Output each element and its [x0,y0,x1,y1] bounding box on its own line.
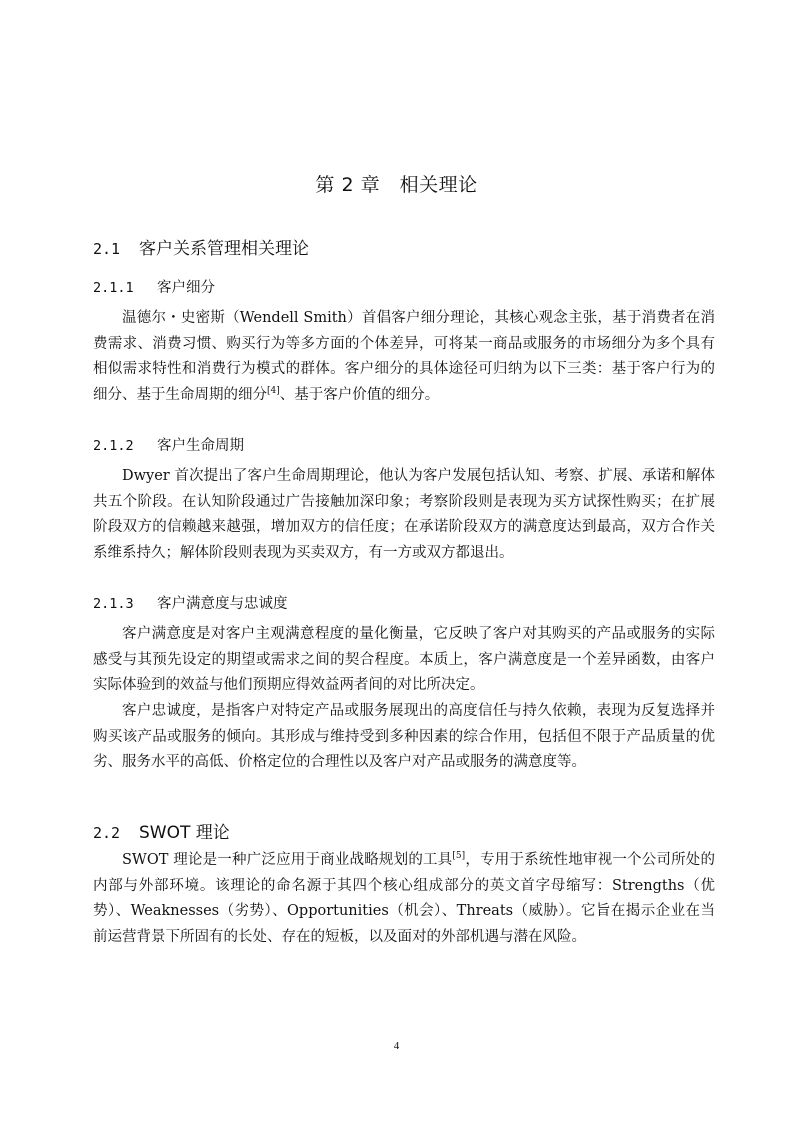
citation-ref: [4] [267,386,280,397]
subsection-heading-2-1-1 [93,276,215,297]
paragraph-swot [93,848,715,951]
chapter-title: 第 2 章 相关理论 [315,174,478,196]
subsection-title: 客户生命周期 [157,438,244,454]
section-heading-2-1 [93,234,309,259]
section-number: 2.2 [93,824,121,842]
paragraph-text: 、基于客户价值的细分。 [279,387,440,404]
subsection-number: 2.1.3 [93,596,134,612]
citation-ref: [5] [452,851,466,861]
subsection-title: 客户满意度与忠诚度 [157,596,288,612]
paragraph-customer-satisfaction: 客户满意度是对客户主观满意程度的量化衡量，它反映了客户对其购买的产品或服务的实际感受与其预先设定的期望或需求之间的契合程度。本质上，客户满意度是一个差异函数，由客户实际体验到的效益与他们预期应得效益两者间的对比所决定。 [93,626,715,694]
subsection-heading-2-1-2 [93,434,244,455]
paragraph-text: 温德尔・史密斯（Wendell Smith）首倡客户细分理论，其核心观念主张，基于消费者在消费需求、消费习惯、购买行为等多方面的个体差异，可将某一商品或服务的市场细分为多个具有相似需求特性和消费行为模式的群体。客户细分的具体途径可归纳为以下三类：基于客户行为的细分、基于生命周期的细分 [93,310,715,404]
section-title: SWOT 理论 [139,823,230,843]
paragraph-customer-loyalty: 客户忠诚度，是指客户对特定产品或服务展现出的高度信任与持久依赖，表现为反复选择并购买该产品或服务的倾向。其形成与维持受到多种因素的综合作用，包括但不限于产品质量的优劣、服务水平的高低、价格定位的合理性以及客户对产品或服务的满意度等。 [93,703,715,771]
subsection-number: 2.1.2 [93,438,134,454]
subsection-number: 2.1.1 [93,280,134,296]
section-heading-2-2 [93,818,230,843]
paragraph-customer-segmentation [93,306,715,409]
subsection-heading-2-1-3 [93,592,288,613]
paragraph-text: SWOT 理论是一种广泛应用于商业战略规划的工具 [122,852,453,868]
subsection-title: 客户细分 [157,280,215,296]
paragraph-customer-lifecycle: Dwyer 首次提出了客户生命周期理论，他认为客户发展包括认知、考察、扩展、承诺和解体共五个阶段。在认知阶段通过广告接触加深印象；考察阶段则是表现为买方试探性购买；在扩展阶段双方的信赖越来越强，增加双方的信任度；在承诺阶段双方的满意度达到最高，双方合作关系维系持久；解体阶段则表现为买卖双方，有一方或双方都退出。 [93,468,715,562]
section-number: 2.1 [93,240,121,258]
paragraph-text: ，专用于系统性地审视一个公司所处的内部与外部环境。该理论的命名源于其四个核心组成部分的英文首字母缩写：Strengths（优势）、Weaknesses（劣势）、Opportunities（机会）、Threats（威胁）。它旨在揭示企业在当前运营背景下所固有的长处、存在的短板，以及面对的外部机遇与潜在风险。 [93,852,715,946]
section-title: 客户关系管理相关理论 [139,239,309,259]
page-number: 4 [393,1040,400,1052]
